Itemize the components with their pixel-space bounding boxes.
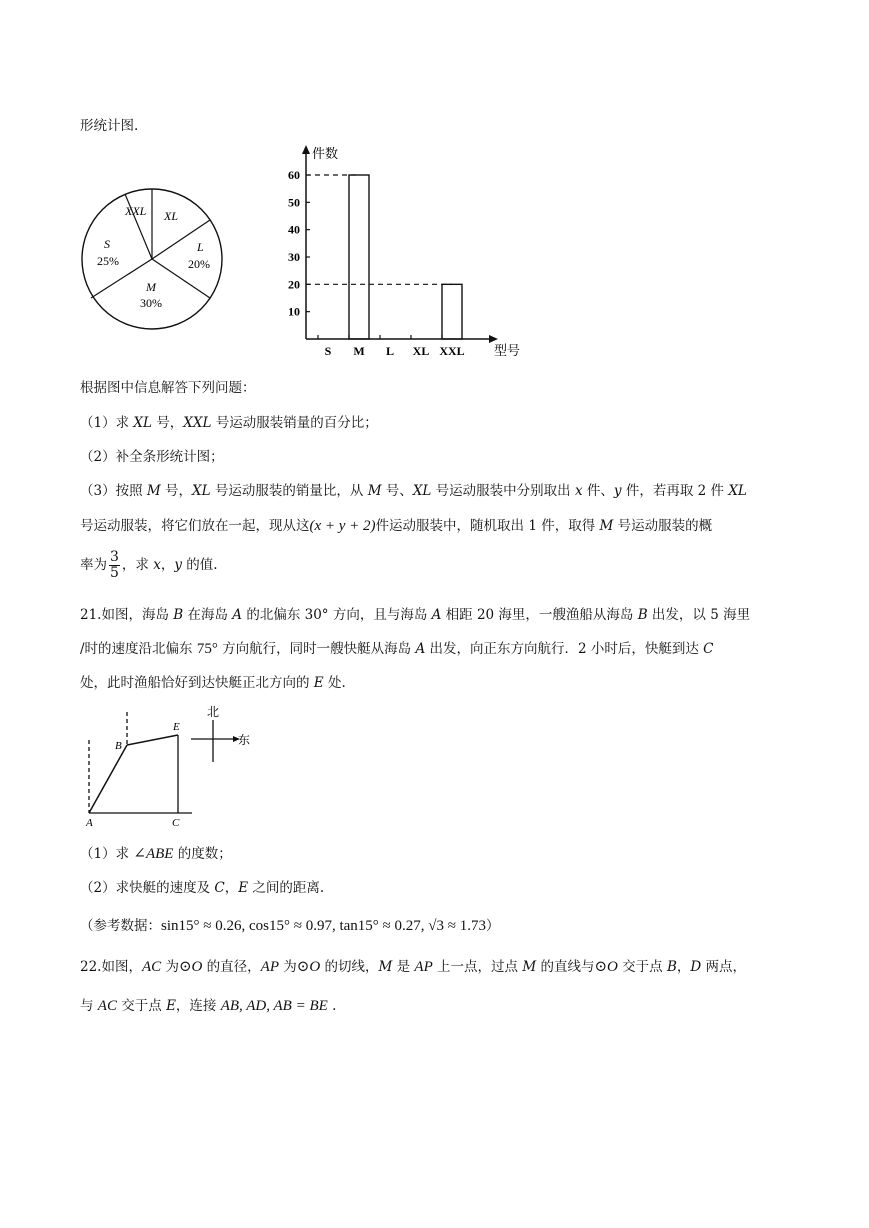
point-c-label: C <box>172 817 180 829</box>
y-axis-arrow <box>302 145 310 154</box>
q20-part3-line2: 号运动服装，将它们放在一起，现从这(x + y + 2)件运动服装中，随机取出 1 件，取得 M 号运动服装的概 <box>80 518 713 534</box>
y-tick-label: 20 <box>288 277 300 292</box>
q20-part3-line3: 率为 $\frac{3}{5}$ ，求 x，y 的值. <box>80 549 218 581</box>
q20-lead: 根据图中信息解答下列问题： <box>80 380 256 396</box>
reference-values: sin15° ≈ 0.26, cos15° ≈ 0.97, tan15° ≈ 0.27, √3 ≈ 1.73 <box>161 918 486 934</box>
x-tick-label: M <box>353 344 365 358</box>
y-axis-label: 件数 <box>312 146 339 161</box>
north-label: 北 <box>207 705 220 719</box>
pie-label-xxl: XXL <box>125 204 147 218</box>
q21-line3: 处，此时渔船恰好到达快艇正北方向的 E 处. <box>80 675 346 691</box>
pie-label-m: M <box>146 280 156 294</box>
pie-percent-m: 30% <box>140 296 162 310</box>
pie-percent-l: 20% <box>188 257 210 271</box>
q22-line2: 与 AC 交于点 E，连接 AB, AD, AB = BE . <box>80 998 337 1014</box>
point-b-label: B <box>115 740 122 752</box>
q20-part3-line1: （3）按照 M 号，XL 号运动服装的销量比，从 M 号、XL 号运动服装中分别取出 x 件、y 件，若再取 2 件 XL <box>80 483 747 499</box>
pie-label-l: L <box>197 240 204 254</box>
x-tick-label: L <box>385 344 395 358</box>
intro-line: 形统计图. <box>80 118 139 134</box>
pie-percent-s: 25% <box>97 254 119 268</box>
q20-part2: （2）补全条形统计图； <box>80 449 224 465</box>
q22-line1: 22.如图，AC 为⊙O 的直径，AP 为⊙O 的切线，M 是 AP 上一点，过点 M 的直线与⊙O 交于点 B，D 两点， <box>80 959 746 975</box>
east-label: 东 <box>238 733 251 747</box>
q20-part1: （1）求 XL 号，XXL 号运动服装销量的百分比； <box>80 415 378 431</box>
q21-line1: 21.如图，海岛 B 在海岛 A 的北偏东 30° 方向，且与海岛 A 相距 20 海里，一艘渔船从海岛 B 出发，以 5 海里 <box>80 607 751 623</box>
x-axis-label: 型号 <box>494 343 521 358</box>
y-tick-label: 60 <box>288 168 300 182</box>
y-tick-label: 50 <box>288 195 300 210</box>
x-tick-label: S <box>324 344 332 358</box>
q21-sub1: （1）求 ∠ABE 的度数； <box>80 846 232 862</box>
pie-label-s: S <box>104 237 110 251</box>
y-tick-label: 40 <box>288 222 300 237</box>
bar-xxl <box>442 284 462 339</box>
y-tick-label: 10 <box>288 304 300 319</box>
fraction: $\frac{3}{5}$ <box>110 549 119 581</box>
point-a-label: A <box>86 817 93 829</box>
x-tick-label: XXL <box>439 344 465 358</box>
x-axis-arrow <box>489 335 498 343</box>
q21-line2: /时的速度沿北偏东 75° 方向航行，同时一艘快艇从海岛 A 出发，向正东方向航行．2 小时后，快艇到达 C <box>80 641 714 657</box>
bar-m <box>349 175 369 339</box>
y-tick-label: 30 <box>288 250 300 264</box>
q21-reference: （参考数据：sin15° ≈ 0.26, cos15° ≈ 0.97, tan15° ≈ 0.27, √3 ≈ 1.73） <box>80 918 500 934</box>
segment-ab <box>89 745 127 813</box>
pie-chart <box>78 184 238 334</box>
segment-be <box>127 735 178 745</box>
x-tick-label: XL <box>412 344 430 358</box>
pie-label-xl: XL <box>164 209 179 223</box>
point-e-label: E <box>173 721 180 733</box>
q21-sub2: （2）求快艇的速度及 C，E 之间的距离. <box>80 880 325 896</box>
expression: (x + y + 2) <box>309 518 376 534</box>
bar-chart <box>280 140 540 365</box>
q21-figure <box>80 700 260 835</box>
